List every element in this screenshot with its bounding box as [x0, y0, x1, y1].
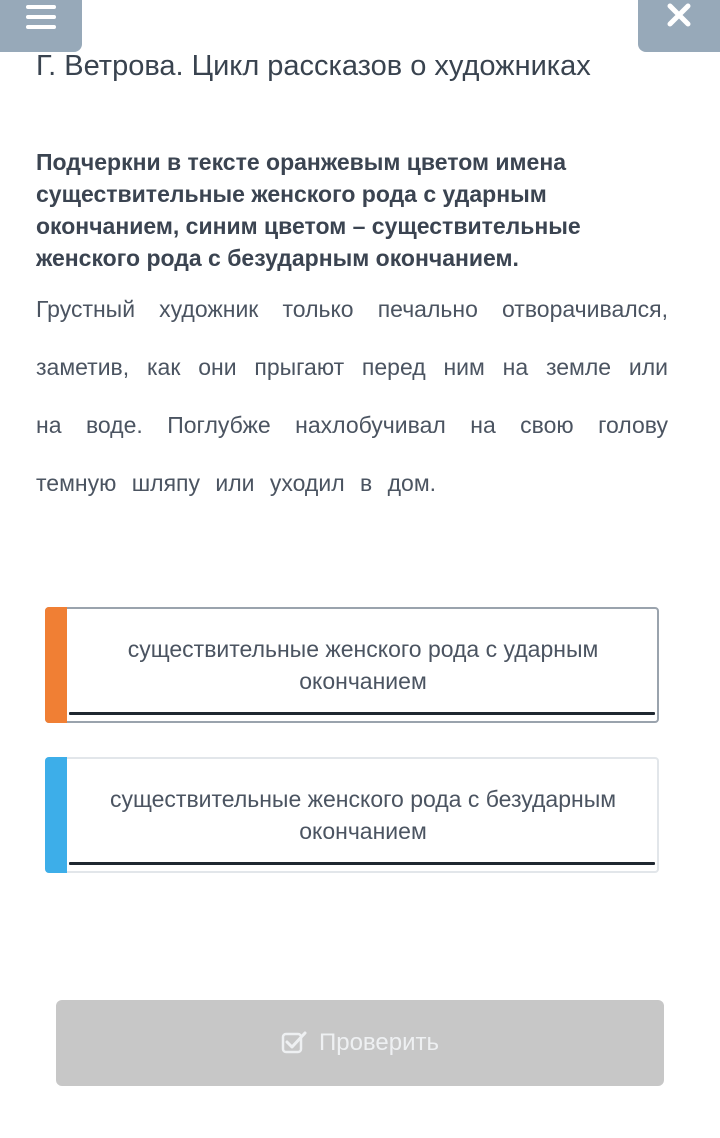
checkbox-check-icon [281, 1031, 307, 1055]
category-label: существительные женского рода с безударным окончанием [109, 786, 617, 844]
hamburger-menu-icon [26, 5, 56, 29]
lesson-title: Г. Ветрова. Цикл рассказов о художниках [36, 50, 591, 82]
close-button[interactable] [638, 0, 720, 52]
category-label: существительные женского рода с ударным окончанием [127, 636, 599, 694]
check-button[interactable] [56, 1000, 664, 1086]
answer-drop-line[interactable] [69, 712, 655, 715]
answer-drop-line[interactable] [69, 862, 655, 865]
orange-color-marker [45, 607, 67, 723]
blue-color-marker [45, 757, 67, 873]
close-icon [666, 2, 692, 28]
task-instruction: Подчеркни в тексте оранжевым цветом имена существительные женского рода с ударным окончанием, синим цветом – существительные женского рода с безударным окончанием. [36, 149, 581, 271]
task-text[interactable]: Грустный художник только печально отворачивался, заметив, как они прыгают перед ним на земле или на воде. Поглубже нахлобучивал на свою голову темную шляпу или уходил в дом. [36, 296, 668, 496]
check-button-label: Проверить [318, 1029, 440, 1056]
category-stressed-ending[interactable] [45, 607, 659, 723]
category-unstressed-ending[interactable] [45, 757, 659, 873]
menu-button[interactable] [0, 0, 82, 52]
